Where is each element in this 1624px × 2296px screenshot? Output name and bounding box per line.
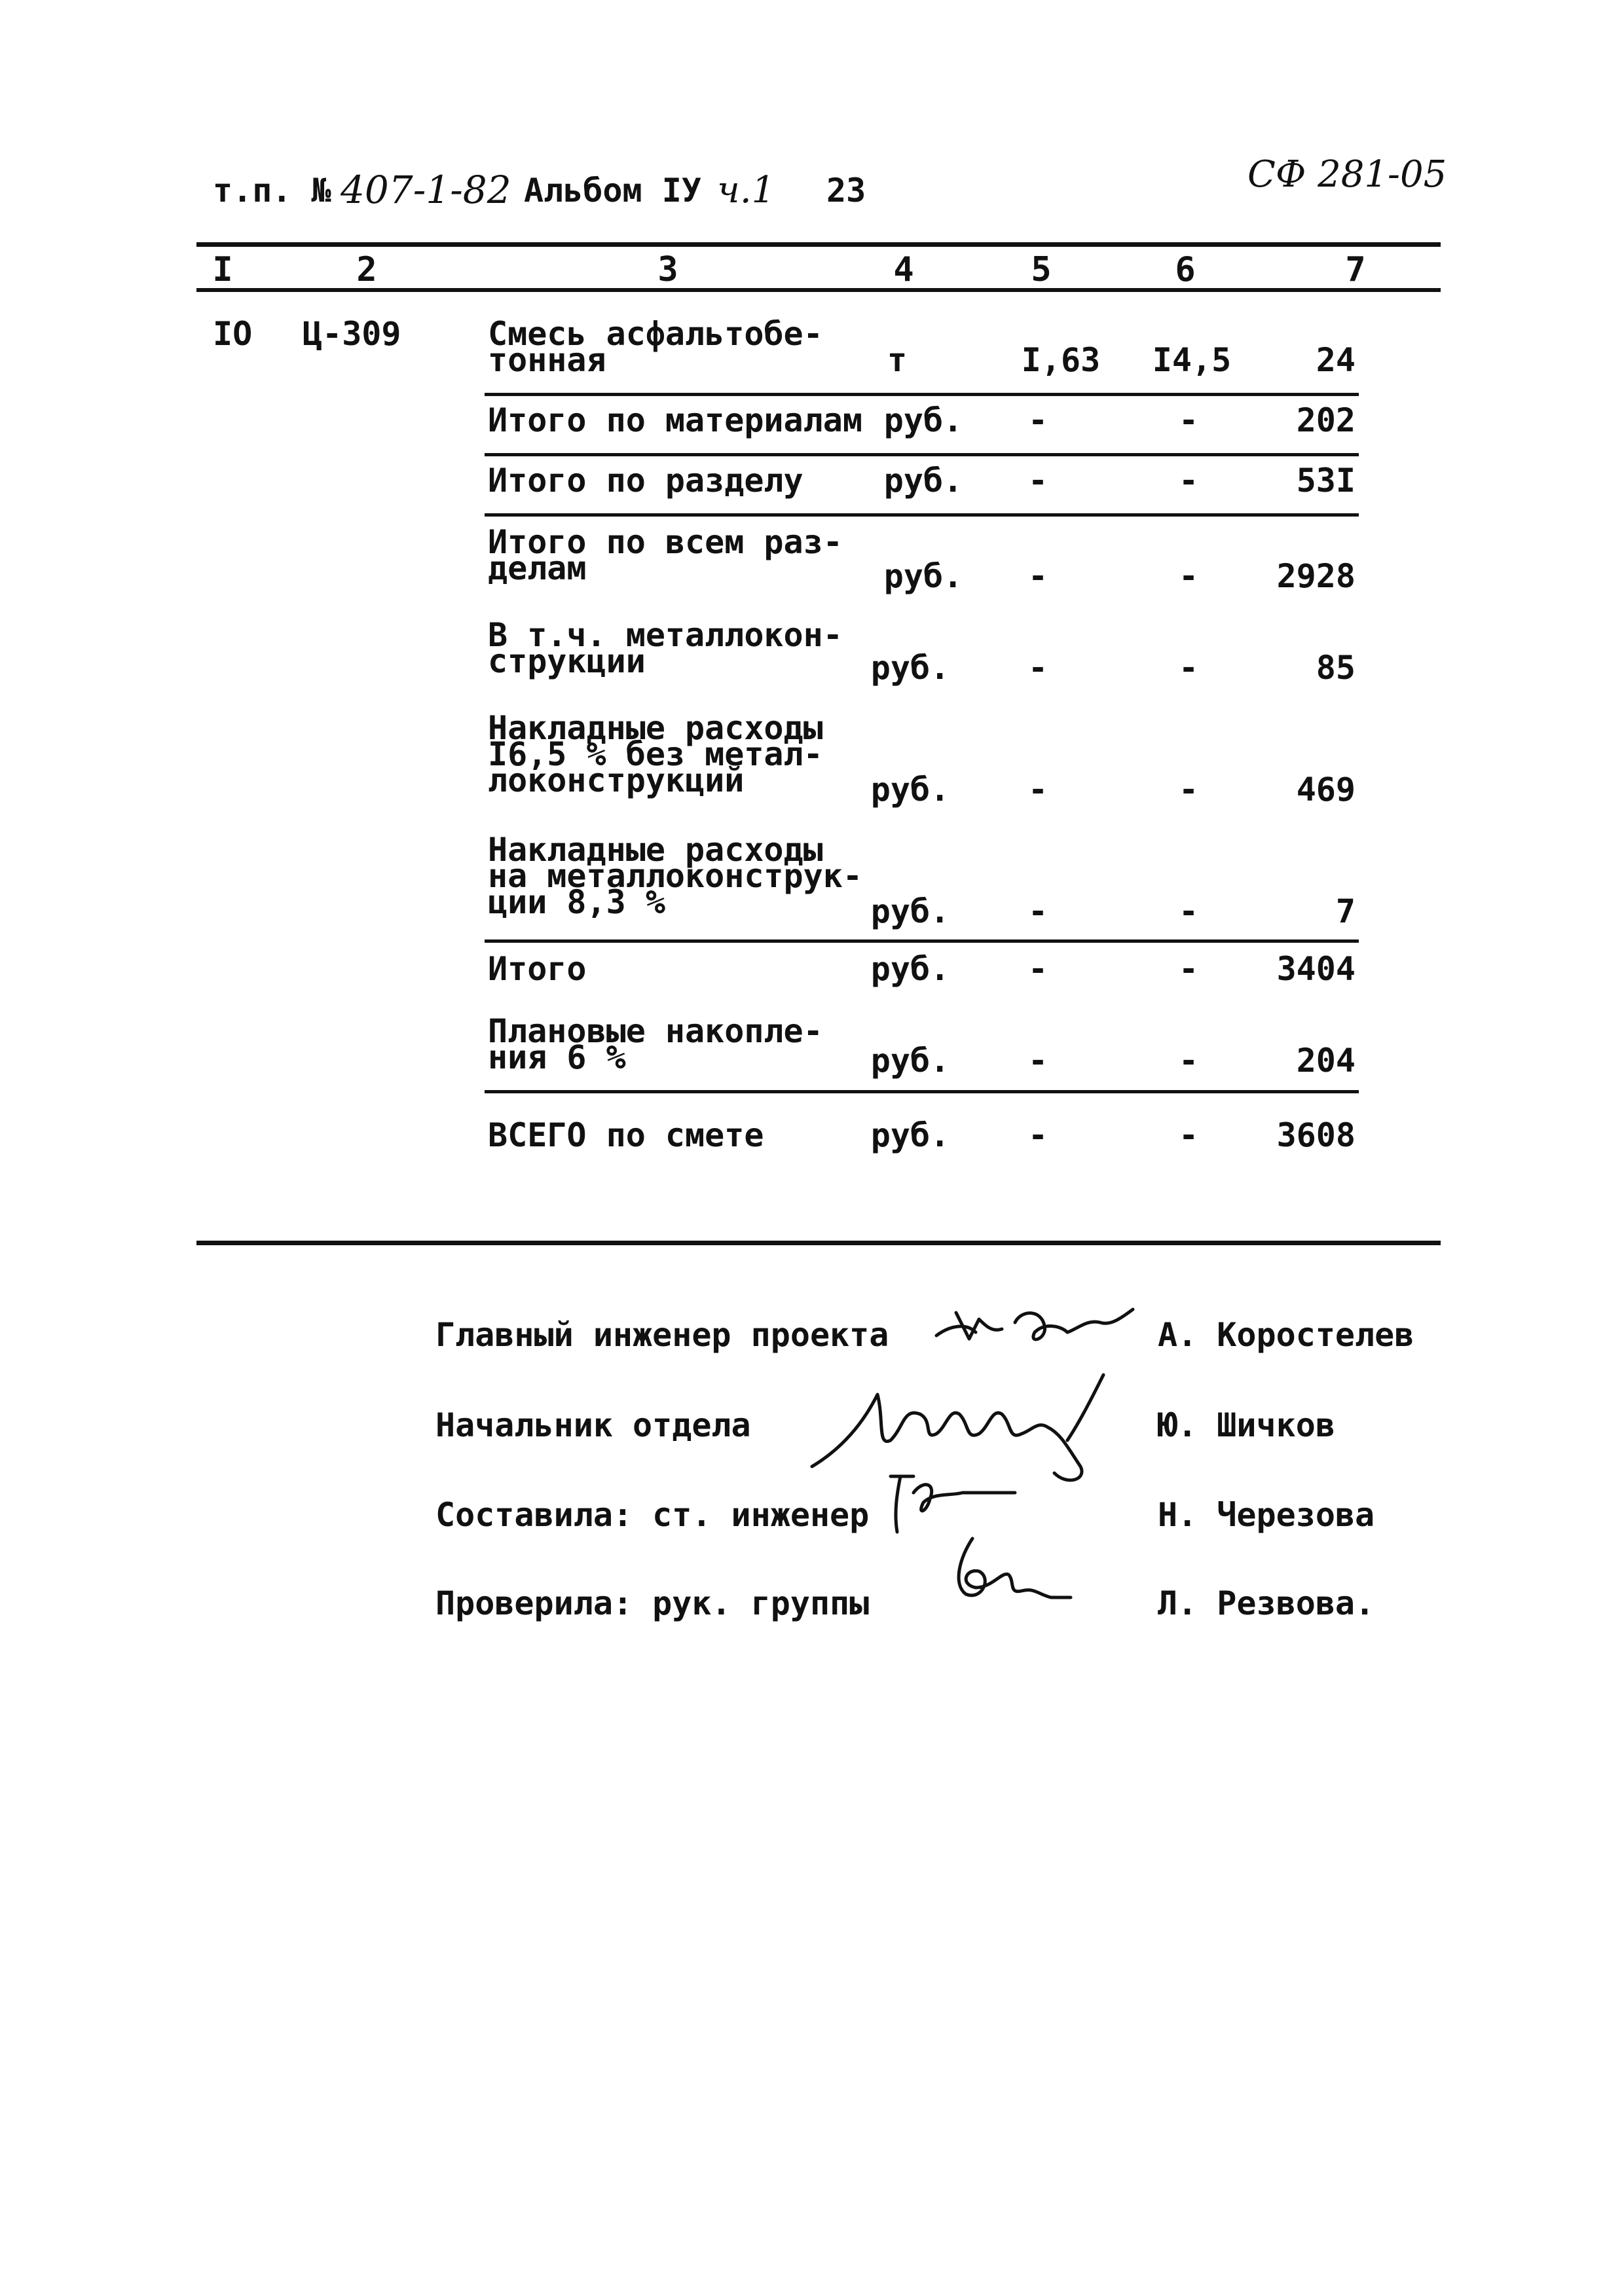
handwritten-signature: [930, 1300, 1146, 1358]
row-name: Накладные расходы на металлоконструк- ции 8,3 %: [488, 831, 862, 921]
table-bottom-rule: [196, 1241, 1441, 1245]
row-col5: I,63: [1021, 341, 1101, 379]
col-num-6: 6: [1175, 250, 1196, 289]
row-col5: -: [1027, 401, 1048, 439]
row-col5: -: [1027, 950, 1048, 988]
signature-role: Главный инженер проекта: [435, 1316, 889, 1354]
row-col5: -: [1027, 771, 1048, 809]
col-num-3: 3: [657, 250, 678, 289]
row-name: Итого: [488, 950, 587, 988]
signature-role: Проверила: рук. группы: [435, 1584, 870, 1622]
row-unit: руб.: [870, 892, 950, 930]
row-unit: руб.: [870, 771, 950, 809]
stamp-code: СФ 281-05: [1247, 153, 1447, 196]
row-col7: 85: [1316, 649, 1356, 687]
row-name: В т.ч. металлокон- струкции: [488, 616, 843, 680]
row-unit: руб.: [870, 950, 950, 988]
row-separator: [485, 393, 1359, 396]
row-col7: 469: [1296, 771, 1356, 809]
row-col6: -: [1178, 557, 1199, 595]
signature-name: А. Коростелев: [1158, 1316, 1414, 1354]
signature-role: Составила: ст. инженер: [435, 1496, 870, 1534]
row-col5: -: [1027, 1116, 1048, 1154]
row-col6: -: [1178, 1042, 1199, 1080]
header-top-rule: [196, 242, 1441, 247]
row-unit: т: [887, 341, 908, 379]
row-unit: руб.: [883, 401, 963, 439]
row-col7: 2928: [1276, 557, 1356, 595]
row-separator: [485, 939, 1359, 943]
row-col5: -: [1027, 462, 1048, 500]
signature-name: Н. Черезова: [1158, 1496, 1375, 1534]
col-num-2: 2: [356, 250, 377, 289]
project-number: 407-1-82: [341, 168, 511, 212]
row-col6: -: [1178, 462, 1199, 500]
row-col6: -: [1178, 771, 1199, 809]
row-separator: [485, 1090, 1359, 1093]
signature-name: Л. Резвова.: [1158, 1584, 1375, 1622]
row-name: Плановые накопле- ния 6 %: [488, 1012, 823, 1076]
handwritten-signature: [946, 1532, 1077, 1611]
row-col5: -: [1027, 649, 1048, 687]
row-unit: руб.: [870, 1116, 950, 1154]
row-col7: 53I: [1296, 462, 1356, 500]
row-col7: 24: [1316, 341, 1356, 379]
row-col6: -: [1178, 950, 1199, 988]
row-col7: 202: [1296, 401, 1356, 439]
handwritten-signature: [877, 1467, 1028, 1539]
row-name: Итого по всем раз- делам: [488, 523, 843, 587]
row-separator: [485, 513, 1359, 517]
row-col6: -: [1178, 649, 1199, 687]
row-col7: 204: [1296, 1042, 1356, 1080]
row-name: ВСЕГО по смете: [488, 1116, 764, 1154]
row-col6: -: [1178, 401, 1199, 439]
row-col7: 3608: [1276, 1116, 1356, 1154]
row-unit: руб.: [883, 557, 963, 595]
row-unit: руб.: [883, 462, 963, 500]
page-number: 23: [826, 172, 866, 210]
row-unit: руб.: [870, 1042, 950, 1080]
signature-name: Ю. Шичков: [1158, 1406, 1335, 1444]
row-separator: [485, 453, 1359, 456]
row-col6: -: [1178, 1116, 1199, 1154]
row-name: Итого по материалам: [488, 401, 862, 439]
row-unit: руб.: [870, 649, 950, 687]
row-col5: -: [1027, 892, 1048, 930]
row-name: Накладные расходы I6,5 % без метал- локонструкций: [488, 709, 823, 799]
col-num-5: 5: [1031, 250, 1052, 289]
row-name: Итого по разделу: [488, 462, 803, 500]
row-col7: 3404: [1276, 950, 1356, 988]
signature-role: Начальник отдела: [435, 1406, 751, 1444]
row-col5: -: [1027, 1042, 1048, 1080]
row-number: IO: [213, 315, 253, 353]
row-col5: -: [1027, 557, 1048, 595]
doc-prefix: т.п. №: [213, 172, 331, 210]
col-num-7: 7: [1345, 250, 1366, 289]
col-num-1: I: [212, 250, 233, 289]
album-label: Альбом IУ: [524, 172, 701, 210]
album-part: ч.1: [717, 169, 775, 211]
row-col7: 7: [1335, 892, 1356, 930]
col-num-4: 4: [893, 250, 914, 289]
row-code: Ц-309: [303, 315, 401, 353]
row-col6: I4,5: [1152, 341, 1232, 379]
row-col6: -: [1178, 892, 1199, 930]
row-name: Смесь асфальтобе- тонная: [488, 315, 823, 379]
